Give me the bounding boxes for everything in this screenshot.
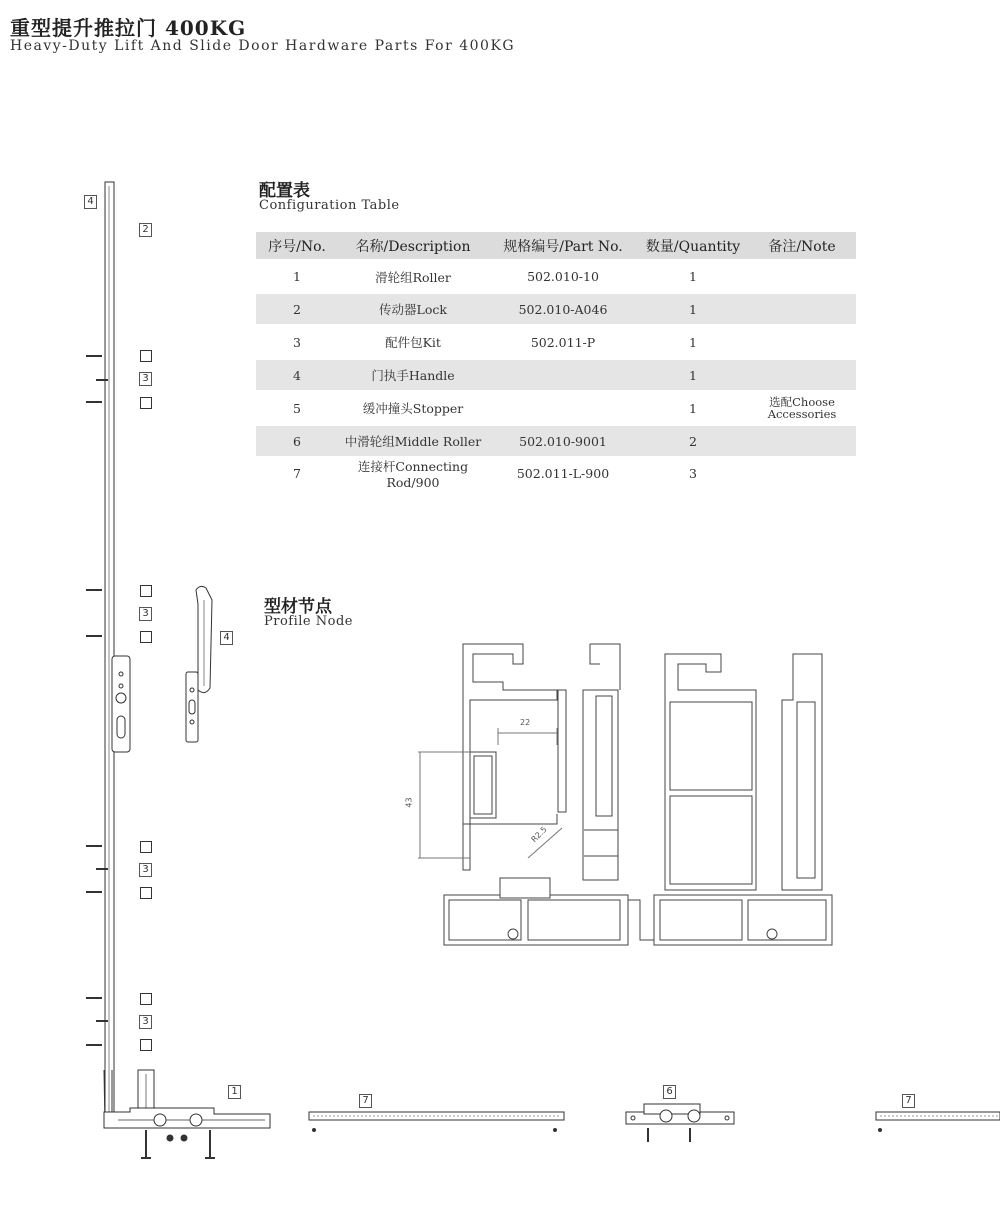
- col-header-description: 名称/Description: [338, 232, 488, 259]
- cell-quantity: 1: [689, 400, 697, 416]
- dimension-height: 43: [404, 797, 414, 808]
- marker-square: [140, 887, 152, 899]
- cell-no: 4: [256, 360, 338, 390]
- dimension-radius: R2.5: [529, 824, 549, 845]
- marker-square: [140, 841, 152, 853]
- cell-part-no: 502.010-9001: [488, 426, 638, 456]
- profile-node-drawing: [418, 644, 832, 945]
- cell-quantity: 1: [689, 269, 697, 284]
- profile-title-cn: 型材节点: [264, 597, 332, 617]
- cell-no: 7: [293, 465, 301, 481]
- page-title-cn: 重型提升推拉门 400KG: [10, 16, 247, 40]
- config-title-cn: 配置表: [259, 181, 310, 201]
- cell-part-no: 502.011-L-900: [516, 465, 610, 481]
- callout-label: 2: [139, 223, 152, 237]
- cell-part-no: 502.011-P: [530, 334, 596, 350]
- callout-label: 6: [663, 1085, 676, 1099]
- col-header-note: 备注/Note: [748, 232, 856, 259]
- cell-description: 中滑轮组Middle Roller: [338, 426, 488, 456]
- cell-quantity: 1: [638, 294, 748, 324]
- marker-square: [140, 585, 152, 597]
- cell-description: 缓冲撞头Stopper: [362, 401, 464, 416]
- cell-no: 6: [256, 426, 338, 456]
- callout-label: 3: [139, 372, 152, 386]
- cell-note: 选配Choose Accessories: [767, 395, 837, 421]
- cell-description: 配件包Kit: [385, 335, 441, 350]
- config-title-en: Configuration Table: [259, 198, 400, 213]
- handle-drawing: [186, 586, 212, 742]
- dimension-width: 22: [520, 718, 531, 727]
- callout-label: 4: [84, 195, 97, 209]
- col-header-part-no: 规格编号/Part No.: [488, 232, 638, 259]
- marker-square: [140, 631, 152, 643]
- callout-label: 4: [220, 631, 233, 645]
- marker-square: [140, 350, 152, 362]
- marker-square: [140, 397, 152, 409]
- col-header-quantity: 数量/Quantity: [638, 232, 748, 259]
- cell-description: 传动器Lock: [338, 294, 488, 324]
- callout-label: 1: [228, 1085, 241, 1099]
- callout-label: 7: [359, 1094, 372, 1108]
- cell-description: 滑轮组Roller: [375, 269, 451, 285]
- roller-drawing: [104, 1108, 270, 1158]
- callout-label: 3: [139, 607, 152, 621]
- cell-quantity: 3: [689, 465, 697, 481]
- cell-quantity: 1: [689, 334, 697, 350]
- profile-title-en: Profile Node: [264, 614, 353, 629]
- middle-roller-drawing: [626, 1104, 734, 1142]
- cell-no: 3: [293, 334, 301, 350]
- cell-part-no: 502.010-A046: [488, 294, 638, 324]
- callout-label: 7: [902, 1094, 915, 1108]
- lock-bar-drawing: [86, 182, 154, 1127]
- cell-quantity: 2: [638, 426, 748, 456]
- cell-quantity: 1: [638, 360, 748, 390]
- cell-part-no: 502.010-10: [527, 269, 599, 284]
- callout-label: 3: [139, 863, 152, 877]
- cell-description: 门执手Handle: [338, 360, 488, 390]
- cell-no: 1: [293, 269, 301, 284]
- page-title-en: Heavy-Duty Lift And Slide Door Hardware Parts For 400KG: [10, 38, 516, 54]
- cell-description: 连接杆Connecting Rod/900: [357, 458, 469, 490]
- cell-no: 5: [293, 400, 301, 416]
- cell-no: 2: [256, 294, 338, 324]
- marker-square: [140, 1039, 152, 1051]
- col-header-no: 序号/No.: [256, 232, 338, 259]
- callout-label: 3: [139, 1015, 152, 1029]
- marker-square: [140, 993, 152, 1005]
